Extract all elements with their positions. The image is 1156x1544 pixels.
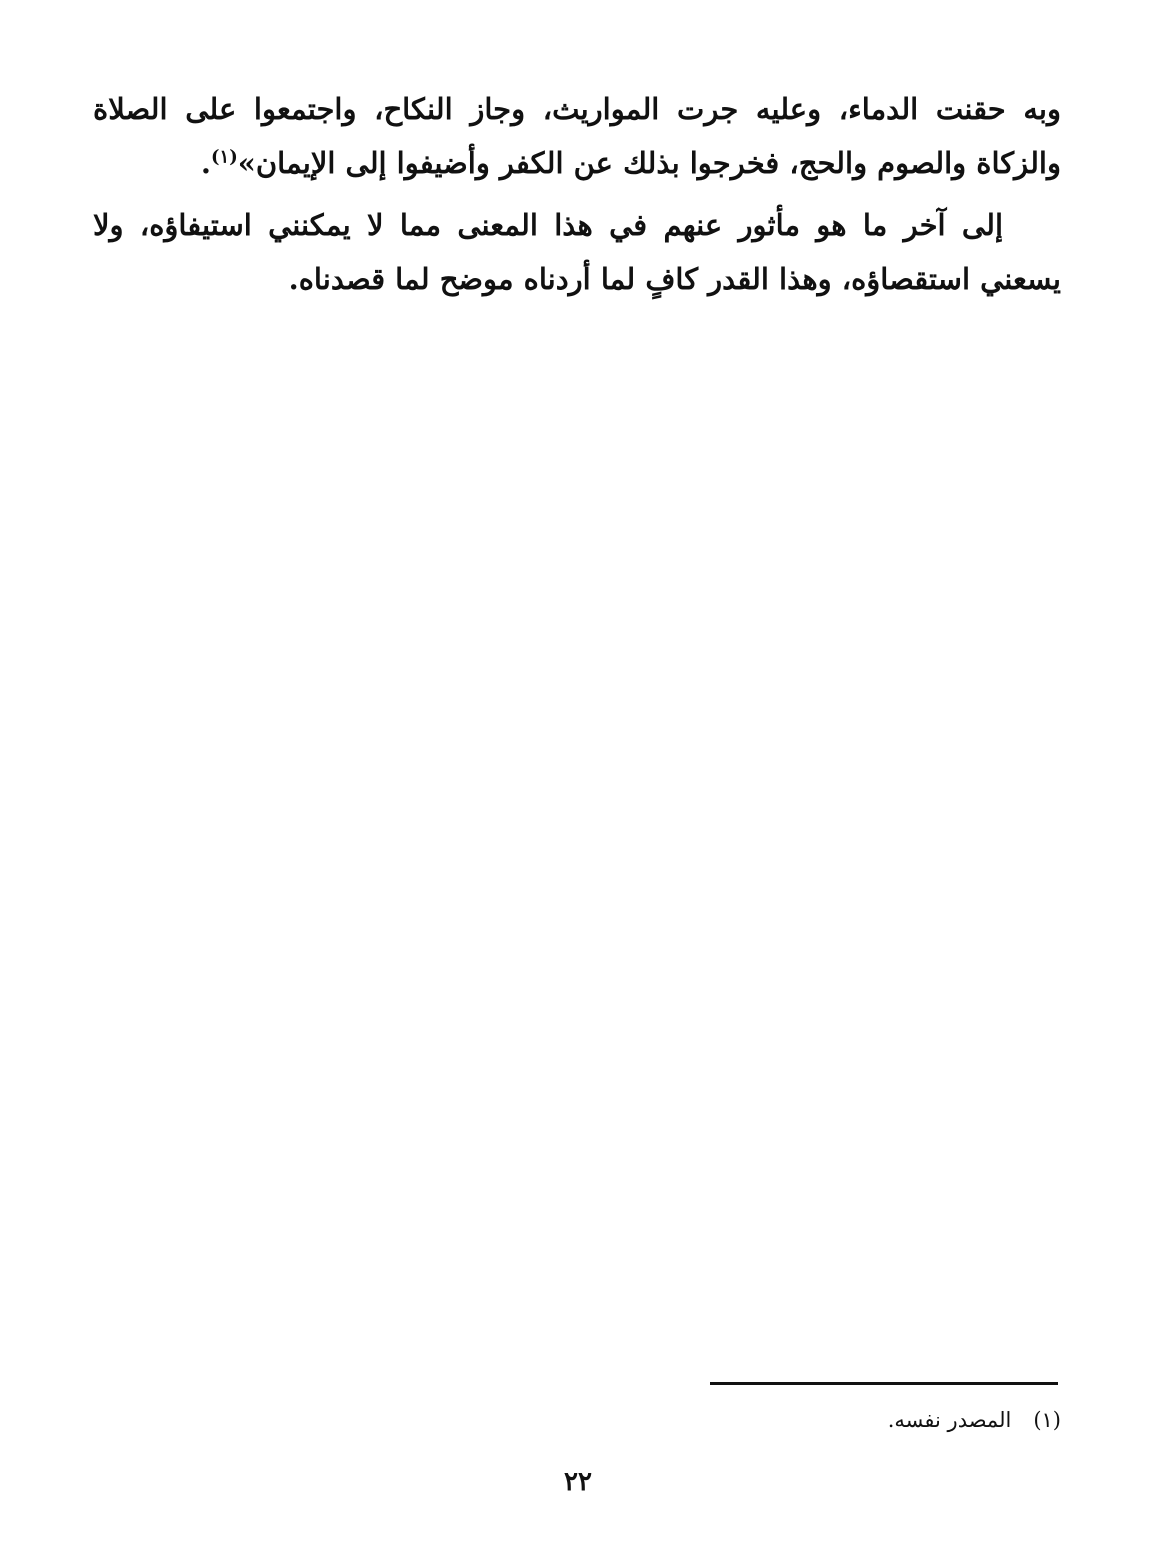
paragraph-end-mark: . [200, 146, 211, 180]
footnote-mark: (١) [1033, 1408, 1061, 1432]
footnote-text: المصدر نفسه. [887, 1408, 1012, 1432]
footnote-reference[interactable]: (١) [211, 146, 238, 168]
page-number: ٢٢ [564, 1467, 592, 1497]
body-text [93, 82, 1061, 306]
continued-paragraph [93, 82, 1061, 190]
footnote-separator [710, 1382, 1058, 1385]
second-paragraph: إلى آخر ما هو مأثور عنهم في هذا المعنى مما لا يمكنني استيفاؤه، ولا يسعني استقصاؤه، وهذا القدر كافٍ لما أردناه موضح لما قصدناه. [93, 208, 1061, 296]
footnote [461, 1402, 1061, 1438]
continued-paragraph-text: وبه حقنت الدماء، وعليه جرت المواريث، وجاز النكاح، واجتمعوا على الصلاة والزكاة والصوم والحج، فخرجوا بذلك عن الكفر وأضيفوا إلى الإيمان» [93, 92, 1061, 180]
